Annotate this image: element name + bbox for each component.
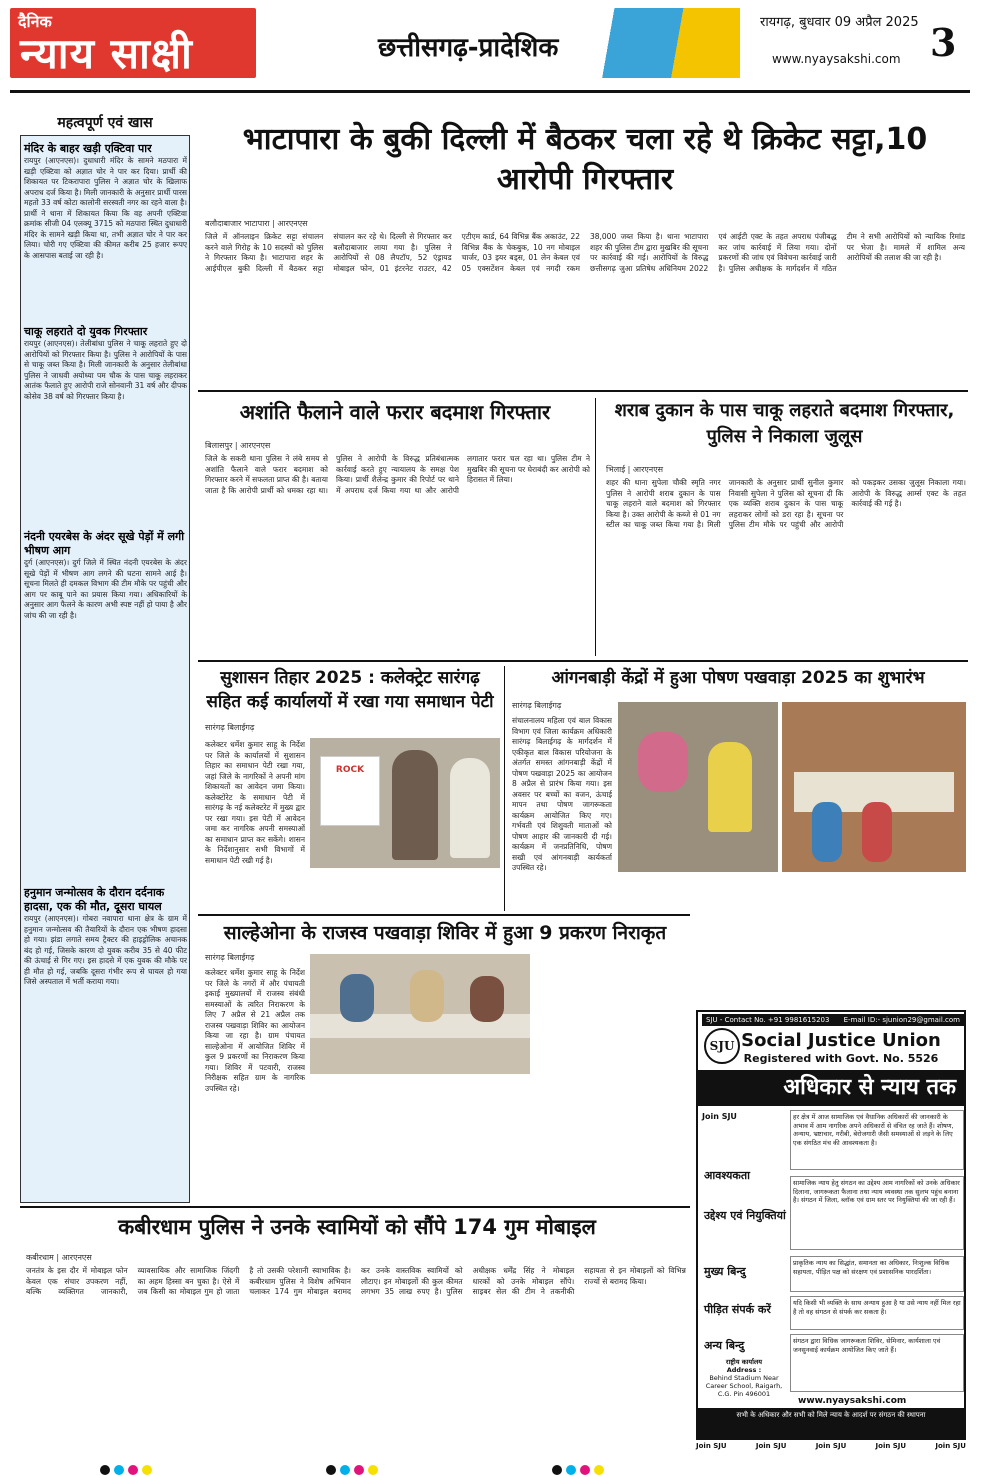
ad-header	[698, 1012, 964, 1070]
sju-advertisement[interactable]	[696, 1010, 966, 1440]
ad-slogan: अधिकार से न्याय तक	[698, 1070, 964, 1106]
lead-byline: बलौदाबाजार भाटापारा | आरएनएस	[205, 219, 308, 228]
story5-photo-2	[782, 702, 966, 872]
story3-headline[interactable]: शराब दुकान के पास चाकू लहराते बदमाश गिरफ्तार, पुलिस ने निकाला जुलूस	[614, 400, 955, 447]
color-dot	[566, 1465, 576, 1475]
photo-person	[410, 970, 444, 1022]
sidebar-item-title: चाकू लहराते दो युवक गिरफ्तार	[24, 325, 148, 338]
story5-photo-1	[618, 702, 778, 872]
photo-person	[470, 976, 504, 1022]
story6-body-col	[536, 954, 688, 1198]
ad-section-label: उद्देश्य एवं नियुक्तियां	[704, 1209, 786, 1222]
ad-org-name: Social Justice Union	[741, 1030, 941, 1051]
lower-rule	[198, 914, 690, 916]
color-dot	[368, 1465, 378, 1475]
ad-section-text: प्राकृतिक न्याय का सिद्धांत, समानता का अधिकार, निःशुल्क विधिक सहायता, पीड़ित पक्ष को संरक्षण एवं प्रशासनिक पारदर्शिता।	[790, 1256, 964, 1292]
website-link[interactable]: www.nyaysakshi.com	[772, 52, 901, 66]
masthead-title: न्याय साक्षी	[20, 29, 193, 78]
col-divider	[595, 398, 596, 656]
story4-photo	[310, 738, 500, 868]
ad-registration: Registered with Govt. No. 5526	[743, 1052, 939, 1065]
sidebar-item-body: दुर्ग (आएनएस)। दुर्ग जिले में स्थित नंदनी एयरबेस के अंदर सूखे पेड़ों में भीषण आग लगने की घटना सामने आई है। सूचना मिलते ही दमकल विभाग की टीम मौके पर पहुंची और आग पर काबू पाने का प्रयास किया गया। अधिकारियों के अनुसार आग फैलने के कारण अभी स्पष्ट नहीं हो पाया है और जांच की जा रही है।	[24, 558, 187, 620]
story7-byline-place: कबीरधाम	[26, 1253, 54, 1262]
bottom-rule	[20, 1206, 690, 1208]
section-title: छत्तीसगढ़-प्रादेशिक	[378, 33, 559, 63]
ad-email: E-mail ID:- sjunion29@gmail.com	[843, 1016, 960, 1024]
join-label[interactable]: Join SJU	[935, 1442, 966, 1450]
sidebar-item-body: रायपुर (आएनएस)। दुधाधारी मंदिर के सामने मठपारा में खड़ी एक्टिवा को अज्ञात चोर ने पार कर दिया। प्रार्थी की शिकायत पर टिकरापारा पुलिस ने अज्ञात चोर के खिलाफ अपराध दर्ज किया है। मिली जानकारी के अनुसार प्रार्थी पारस महतो 33 वर्ष कोटा कालोनी सरस्वती नगर का रहने वाला है। प्रार्थी ने थाना में शिकायत किया कि वह अपनी एक्टिवा क्रमांक सीजी 04 एलक्यू 3715 को मठपारा स्थित दुधाधारी मंदिर के सामने खड़ी किया था, तभी अज्ञात चोर ने पार कर लिया। चोरी गए एक्टिवा की कीमत करीब 25 हजार रूपए के आसपास बताई जा रही है।	[24, 156, 187, 260]
ad-website[interactable]: www.nyaysakshi.com	[798, 1396, 907, 1406]
story3-agency: आरएनएस	[632, 465, 664, 474]
lead-agency: आरएनएस	[277, 219, 308, 228]
header-rule	[10, 90, 970, 93]
ad-footer: सभी के अधिकार और सभी को मिले न्याय के आदर्श पर संगठन की स्थापना	[698, 1408, 964, 1438]
story2-agency: आरएनएस	[240, 441, 271, 450]
sidebar-item[interactable]	[24, 142, 187, 292]
masthead-dainik: दैनिक	[18, 12, 52, 31]
sidebar-item[interactable]	[24, 530, 187, 870]
photo-person	[392, 750, 438, 860]
story2-headline[interactable]: अशांति फैलाने वाले फरार बदमाश गिरफ्तार	[239, 400, 551, 424]
join-label[interactable]: Join SJU	[875, 1442, 907, 1450]
story5-byline: सारंगढ़ बिलाईगढ़	[512, 701, 562, 710]
story7-body: जनतंत्र के इस दौर में मोबाइल फोन केवल एक संचार उपकरण नहीं, बल्कि व्यक्तिगत जानकारी, व्यावसायिक और सामाजिक जिंदगी का अहम हिस्सा बन चुका है। ऐसे में जब किसी का मोबाइल गुम हो जाता है तो उसकी परेशानी स्वाभाविक है। कबीरधाम पुलिस ने विशेष अभियान चलाकर 174 गुम मोबाइल बरामद कर उनके वास्तविक स्वामियों को लौटाए। इन मोबाइलों की कुल कीमत लगभग 35 लाख रुपए है। पुलिस अधीक्षक धर्मेंद्र सिंह ने मोबाइल धारकों को उनके मोबाइल सौंपे। साइबर सेल की टीम ने तकनीकी सहायता से इन मोबाइलों को विभिन्न राज्यों से बरामद किया।	[26, 1266, 686, 1296]
ad-address-label: Address :	[726, 1366, 762, 1374]
dateline: रायगढ़, बुधवार 09 अप्रैल 2025	[760, 15, 919, 30]
story6-body: कलेक्टर धर्मेश कुमार साहू के निर्देश पर जिले के नगरों में और पंचायती इकाई मुख्यालयों में राजस्व संबंधी समस्याओं के त्वरित निराकरण के लिए 7 अप्रैल से 21 अप्रैल तक राजस्व पखवाड़ा शिविर का आयोजन किया जा रहा है। ग्राम पंचायत साल्हेओना में आयोजित शिविर में कुल 9 प्रकरणों का निराकरण किया गया। शिविर में पटवारी, राजस्व निरीक्षक सहित ग्राम के नागरिक उपस्थित रहे।	[205, 968, 305, 1093]
ad-address: Behind Stadium Near Career School, Raigarh, C.G. Pin 496001	[705, 1374, 783, 1398]
color-dot	[100, 1465, 110, 1475]
color-dot	[128, 1465, 138, 1475]
ad-contact-bar	[702, 1014, 964, 1026]
story5-body-cont	[618, 876, 966, 912]
story6-headline[interactable]: साल्हेओना के राजस्व पखवाड़ा शिविर में हुआ 9 प्रकरण निराकृत	[223, 922, 667, 944]
story7-headline[interactable]: कबीरधाम पुलिस ने उनके स्वामियों को सौंपे 174 गुम मोबाइल	[118, 1215, 596, 1239]
ad-section-label: आवश्यकता	[704, 1169, 750, 1182]
ad-address-block	[702, 1358, 786, 1398]
story4-byline: सारंगढ़ बिलाईगढ़	[205, 723, 255, 732]
story7-agency: आरएनएस	[61, 1253, 92, 1262]
color-dot	[340, 1465, 350, 1475]
lead-rule	[198, 390, 968, 392]
sidebar-item[interactable]	[24, 886, 187, 1196]
story4-body-cont	[310, 872, 500, 912]
story5-headline[interactable]: आंगनबाड़ी केंद्रों में हुआ पोषण पखवाड़ा 2025 का शुभारंभ	[551, 668, 925, 688]
printer-marks	[100, 1460, 880, 1472]
photo-person	[450, 758, 490, 858]
sidebar-item-title: नंदनी एयरबेस के अंदर सूखे पेड़ों में लगी भीषण आग	[24, 530, 185, 557]
story3-byline-place: भिलाई	[606, 465, 626, 474]
story6-body-cont	[310, 1078, 530, 1198]
ad-section-text: सामाजिक न्याय हेतु संगठन का उद्देश्य आम नागरिकों को उनके अधिकार दिलाना, जागरूकता फैलाना तथा न्याय व्यवस्था तक सुलभ पहुंच बनाना है। संगठन में जिला, ब्लॉक एवं ग्राम स्तर पर नियुक्तियां की जा रही हैं।	[790, 1176, 964, 1250]
ad-address-head: राष्ट्रीय कार्यालय	[725, 1358, 763, 1366]
sidebar-item-title: हनुमान जन्मोत्सव के दौरान दर्दनाक हादसा, एक की मौत, दूसरा घायल	[24, 886, 165, 913]
page-number: 3	[930, 20, 957, 65]
lead-body: जिले में ऑनलाइन क्रिकेट सट्टा संचालन करने वाले गिरोह के 10 सदस्यों को पुलिस ने गिरफ्तार किया है। भाटापारा शहर के आईपीएल बुकी दिल्ली में बैठकर सट्टा संचालन कर रहे थे। दिल्ली से गिरफ्तार कर बलौदाबाजार लाया गया है। पुलिस ने आरोपियों से 08 लैपटॉप, 52 एंड्रायड मोबाइल फोन, 01 इंटरनेट राउटर, 42 एटीएम कार्ड, 64 विभिन्न बैंक अकाउंट, 22 विभिन्न बैंक के चेकबुक, 10 नग मोबाइल चार्जर, 03 इयर बड्स, 01 लेन केबल एवं 05 एक्सटेंशन केबल एवं नगदी रकम 38,000 जब्त किया है। थाना भाटापारा शहर की पुलिस टीम द्वारा मुखबिर की सूचना पर कार्रवाई की गई। आरोपियों के विरुद्ध छत्तीसगढ़ जुआ प्रतिषेध अधिनियम 2022 एवं आईटी एक्ट के तहत अपराध पंजीबद्ध कर जांच कार्रवाई में लिया गया। दोनों प्रकरणों की जांच एवं विवेचना कार्रवाई जारी है। पुलिस अधीक्षक के मार्गदर्शन में गठित टीम ने सभी आरोपियों को न्यायिक रिमांड पर भेजा है। मामले में शामिल अन्य आरोपियों की तलाश की जा रही है।	[205, 232, 965, 273]
color-dot	[326, 1465, 336, 1475]
color-dot	[594, 1465, 604, 1475]
ad-section-label: पीड़ित संपर्क करें	[704, 1303, 771, 1316]
mid-rule	[198, 660, 968, 662]
color-dot	[580, 1465, 590, 1475]
sidebar-item-body: रायपुर (आएनएस)। तेलीबांधा पुलिस ने चाकू लहराते हुए दो आरोपियों को गिरफ्तार किया है। पुलिस ने आरोपियों के पास से चाकू जब्त किया है। मिली जानकारी के अनुसार तेलीबांधा पुलिस ने जाधवी अयोध्या पम चौक के पास चाकू लहराकर आतंक फैलाते हुए आरोपी राजे सोनवानी 31 वर्ष और दीपक कोसेव 38 वर्ष को गिरफ्तार किया है।	[24, 339, 187, 401]
ad-section-label: अन्य बिन्दु	[704, 1339, 745, 1352]
sidebar-item-body: रायपुर (आएनएस)। गोबरा नवापारा थाना क्षेत्र के ग्राम में हनुमान जन्मोत्सव की तैयारियों के दौरान एक भीषण हादसा हो गया। झंडा लगाते समय ट्रैक्टर की हाइड्रोलिक अचानक बंद हो गई, जिसके कारण दो युवक करीब 35 से 40 फीट की ऊंचाई से गिर गए। इस हादसे में एक युवक की मौके पर ही मौत हो गई, जबकि दूसरा गंभीर रूप से घायल हो गया जिसे अस्पताल में भर्ती कराया गया।	[24, 914, 187, 986]
story2-body: जिले के सकरी थाना पुलिस ने लंबे समय से अशांति फैलाने वाले फरार बदमाश को गिरफ्तार करने में सफलता प्राप्त की है। बताया जाता है कि आरोपी प्रार्थी को धमका रहा था। पुलिस ने आरोपी के विरुद्ध प्रतिबंधात्मक कार्रवाई करते हुए न्यायालय के समक्ष पेश किया। प्रार्थी शैलेन्द्र कुमार की रिपोर्ट पर थाने में अपराध दर्ज किया गया था और आरोपी लगातार फरार चल रहा था। पुलिस टीम ने मुखबिर की सूचना पर घेराबंदी कर आरोपी को हिरासत में लिया।	[205, 454, 590, 495]
color-dot	[354, 1465, 364, 1475]
ad-section-text: हर क्षेत्र में आज सामाजिक एवं वैधानिक अधिकारों की जानकारी के अभाव में आम नागरिक अपने अधिकारों से वंचित रह जाते हैं। शोषण, अन्याय, भ्रष्टाचार, गरीबी, बेरोजगारी जैसी समस्याओं से लड़ने के लिए एक संगठित मंच की आवश्यकता है।	[790, 1110, 964, 1170]
story6-photo	[310, 954, 530, 1074]
lead-headline[interactable]: भाटापारा के बुकी दिल्ली में बैठकर चला रहे थे क्रिकेट सट्टा,10 आरोपी गिरफ्तार	[242, 122, 928, 197]
sidebar-item[interactable]	[24, 325, 187, 515]
ad-section-text: यदि किसी भी व्यक्ति के साथ अन्याय हुआ है या उसे न्याय नहीं मिल रहा है तो वह संगठन से संपर्क कर सकता है।	[790, 1296, 964, 1330]
photo-person	[812, 802, 842, 862]
photo-person	[862, 802, 892, 862]
story4-headline[interactable]: सुशासन तिहार 2025 : कलेक्ट्रेट सारंगढ़ सहित कई कार्यालयों में रखा गया समाधान पेटी	[206, 668, 494, 712]
story3-byline: भिलाई | आरएनएस	[606, 465, 664, 474]
ad-section-label: मुख्य बिन्दु	[704, 1265, 746, 1278]
color-dot	[552, 1465, 562, 1475]
story4-body: कलेक्टर धर्मेश कुमार साहू के निर्देश पर जिले के कार्यालयों में सुशासन तिहार का समाधान पेटी रखा गया, जहां जिले के नागरिकों ने अपनी मांग शिकायतों का आवेदन जमा किया। कलेक्टोरेट के समाधान पेटी में सारंगढ़ के नई कलेक्टरेट में मुख्य द्वार पर रखा गया। इस पेटी में आवेदन जमा कर नागरिक अपनी समस्याओं का समाधान प्राप्त कर सकेंगे। शासन के निर्देशानुसार सभी विभागों में समाधान पेटी रखी गई है।	[205, 740, 305, 865]
story6-byline: सारंगढ़ बिलाईगढ़	[205, 953, 255, 962]
sidebar-heading: महत्वपूर्ण एवं खास	[20, 110, 190, 136]
join-label[interactable]: Join SJU	[755, 1442, 787, 1450]
photo-person	[340, 974, 374, 1022]
photo-person	[638, 732, 688, 792]
ad-contact: SJU - Contact No. +91 9981615203	[706, 1016, 830, 1024]
sju-logo-icon: SJU	[704, 1028, 740, 1064]
join-strip	[696, 1442, 966, 1456]
story7-byline: कबीरधाम | आरएनएस	[26, 1253, 92, 1262]
story2-byline: बिलासपुर | आरएनएस	[205, 441, 271, 450]
col-divider	[504, 666, 505, 911]
story4-photo-sign: ROCK	[320, 756, 380, 826]
masthead-logo	[10, 8, 256, 78]
story2-byline-place: बिलासपुर	[205, 441, 233, 450]
story3-body: शहर की थाना सुपेला चौकी स्मृति नगर पुलिस ने आरोपी शराब दुकान के पास चाकू लहराने वाले बदमाश को गिरफ्तार किया है। उक्त आरोपी के कब्जे से 01 नग स्टील का चाकू जब्त किया गया है। मिली जानकारी के अनुसार प्रार्थी सुनील कुमार निवासी सुपेला ने पुलिस को सूचना दी कि एक व्यक्ति शराब दुकान के पास चाकू लहराकर लोगों को डरा रहा है। सूचना पर पुलिस टीम मौके पर पहुंची और आरोपी को पकड़कर उसका जुलूस निकाला गया। आरोपी के विरुद्ध आर्म्स एक्ट के तहत कार्रवाई की गई है।	[606, 478, 966, 529]
color-dot	[142, 1465, 152, 1475]
sidebar-item-title: मंदिर के बाहर खड़ी एक्टिवा पार	[24, 142, 152, 155]
ad-join-label[interactable]: Join SJU	[702, 1112, 737, 1121]
story5-body: संचालनालय महिला एवं बाल विकास विभाग एवं जिला कार्यक्रम अधिकारी सारंगढ़ बिलाईगढ़ के मार्गदर्शन में एकीकृत बाल विकास परियोजना के अंतर्गत समस्त आंगनबाड़ी केंद्रों में पोषण पखवाड़ा 2025 का आयोजन 8 अप्रैल से प्रारंभ किया गया। इस अवसर पर बच्चों का वजन, ऊंचाई मापन तथा पोषण जागरूकता कार्यक्रम आयोजित किए गए। गर्भवती एवं शिशुवती माताओं को पोषण आहार की जानकारी दी गई। कार्यक्रम में जनप्रतिनिधि, पोषण सखी एवं आंगनबाड़ी कार्यकर्ता उपस्थित रहे।	[512, 716, 612, 872]
lead-byline-place: बलौदाबाजार भाटापारा	[205, 219, 270, 228]
ad-section-text: संगठन द्वारा विधिक जागरूकता शिविर, सेमिनार, कार्यशाला एवं जनसुनवाई कार्यक्रम आयोजित किए जाते हैं।	[790, 1334, 964, 1392]
join-label[interactable]: Join SJU	[696, 1442, 727, 1450]
join-label[interactable]: Join SJU	[815, 1442, 847, 1450]
photo-person	[708, 742, 752, 832]
color-dot	[114, 1465, 124, 1475]
